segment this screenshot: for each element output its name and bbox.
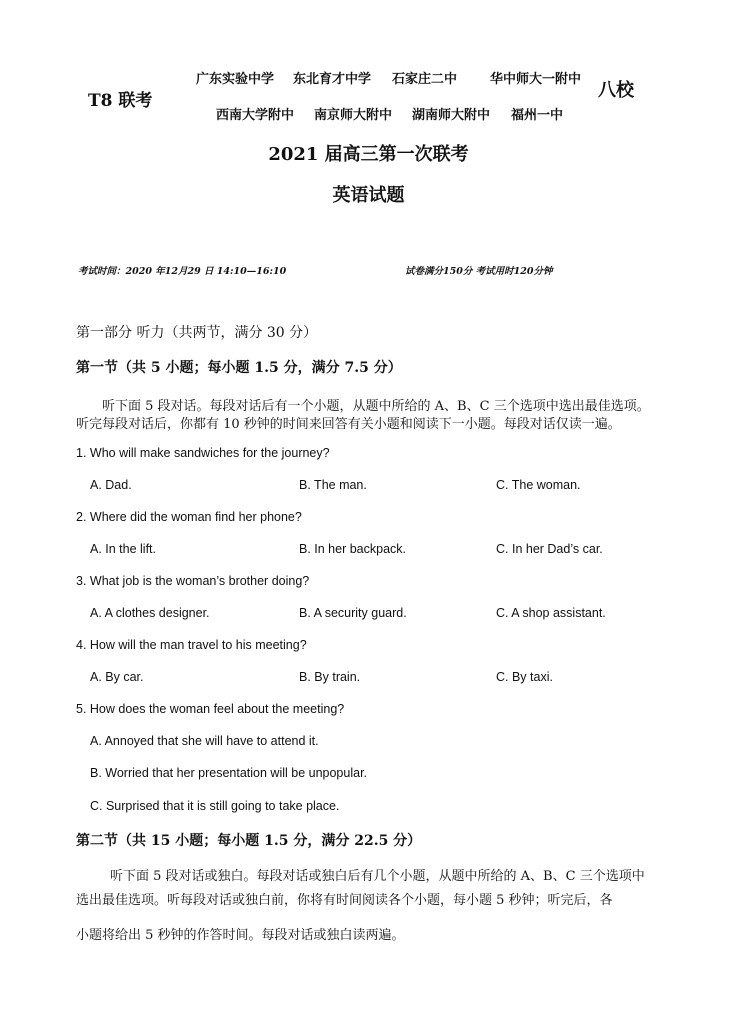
option: B. By train. <box>299 670 361 684</box>
option: B. In her backpack. <box>299 542 407 556</box>
school-name: 广东实验中学 <box>196 72 275 87</box>
option: B. Worried that her presentation will be unpopular. <box>90 766 368 780</box>
score-info: 试卷满分150分 考试用时120分钟 <box>405 266 553 277</box>
school-name: 华中师大一附中 <box>490 72 582 87</box>
question-stem: 3. What job is the woman’s brother doing? <box>76 574 310 588</box>
exam-label-left: T8 联考 <box>88 91 153 111</box>
part-heading: 第一部分 听力（共两节，满分 30 分） <box>76 325 318 341</box>
option: B. A security guard. <box>299 606 407 620</box>
question-stem: 1. Who will make sandwiches for the journey? <box>76 446 330 460</box>
exam-label-right: 八校 <box>598 80 634 101</box>
option: C. Surprised that it is still going to take place. <box>90 799 340 813</box>
exam-title: 2021 届高三第一次联考 <box>268 144 469 165</box>
instruction-line: 小题将给出 5 秒钟的作答时间。每段对话或独白读两遍。 <box>76 928 405 943</box>
question-stem: 5. How does the woman feel about the meeting? <box>76 702 345 716</box>
option: A. A clothes designer. <box>90 606 210 620</box>
question-stem: 2. Where did the woman find her phone? <box>76 510 302 524</box>
option: C. By taxi. <box>496 670 553 684</box>
option: C. In her Dad’s car. <box>496 542 603 556</box>
option: A. In the lift. <box>90 542 157 556</box>
school-name: 湖南师大附中 <box>412 108 491 123</box>
question-stem: 4. How will the man travel to his meeting? <box>76 638 307 652</box>
school-name: 石家庄二中 <box>392 72 458 87</box>
option: C. The woman. <box>496 478 581 492</box>
school-name: 东北育才中学 <box>293 72 372 87</box>
option: B. The man. <box>299 478 367 492</box>
instruction-line: 听下面 5 段对话。每段对话后有一个小题，从题中所给的 A、B、C 三个选项中选出最佳选项。 <box>102 399 650 414</box>
instruction-line: 听完每段对话后，你都有 10 秒钟的时间来回答有关小题和阅读下一小题。每段对话仅读一遍。 <box>76 417 621 432</box>
instruction-line: 听下面 5 段对话或独白。每段对话或独白后有几个小题，从题中所给的 A、B、C 三个选项中 <box>110 869 645 884</box>
option: A. By car. <box>90 670 144 684</box>
section-heading: 第一节（共 5 小题；每小题 1.5 分，满分 7.5 分） <box>76 360 402 376</box>
school-name: 福州一中 <box>511 108 564 123</box>
school-name: 西南大学附中 <box>216 108 295 123</box>
option: C. A shop assistant. <box>496 606 606 620</box>
exam-time: 考试时间：2020 年12月29 日 14:10—16:10 <box>78 266 287 277</box>
school-name: 南京师大附中 <box>314 108 393 123</box>
exam-subtitle: 英语试题 <box>332 185 405 206</box>
section-heading: 第二节（共 15 小题；每小题 1.5 分，满分 22.5 分） <box>76 833 422 849</box>
option: A. Dad. <box>90 478 132 492</box>
instruction-line: 选出最佳选项。听每段对话或独白前，你将有时间阅读各个小题，每小题 5 秒钟；听完后，各 <box>76 893 613 908</box>
option: A. Annoyed that she will have to attend it. <box>90 734 319 748</box>
